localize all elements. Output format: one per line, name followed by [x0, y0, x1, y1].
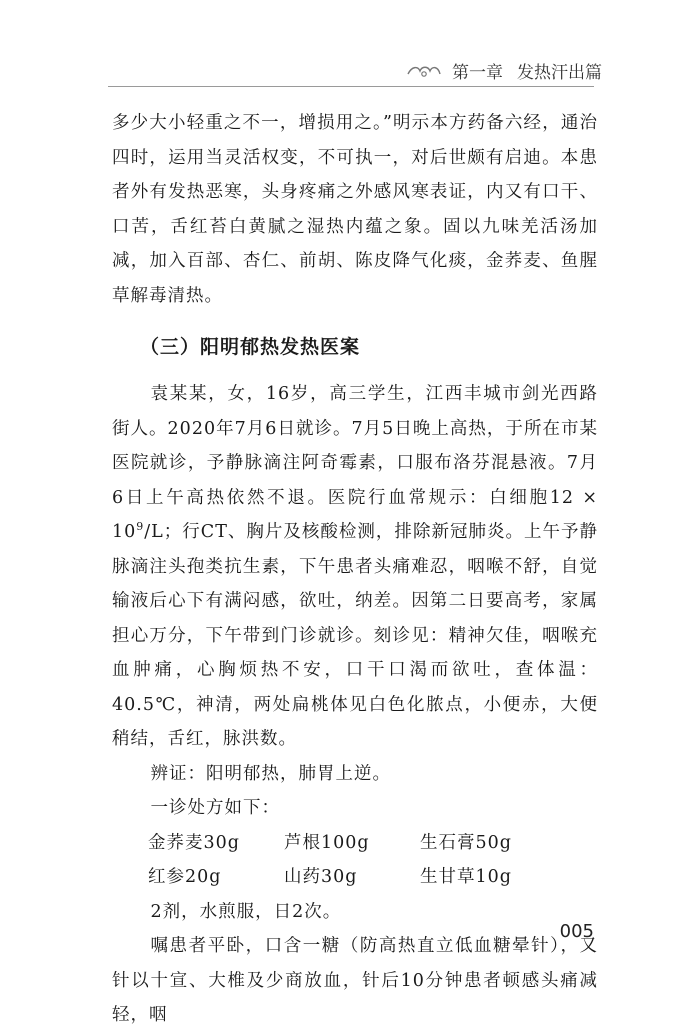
running-header — [406, 58, 602, 83]
chapter-label: 第一章 — [452, 63, 503, 83]
herb-item: 金荞麦30g — [148, 832, 240, 853]
chapter-title: 发热汗出篇 — [517, 63, 602, 83]
page-body — [112, 106, 598, 1033]
case-paragraph — [112, 377, 598, 757]
herb-item: 红参20g — [148, 867, 222, 887]
herb-item: 生甘草10g — [420, 867, 512, 887]
herb-item: 芦根100g — [284, 832, 370, 853]
case-superscript: 9 — [136, 520, 145, 534]
herb-item: 山药30g — [284, 867, 358, 887]
intro-paragraph: 多少大小轻重之不一，增损用之。”明示本方药备六经，通治四时，运用当灵活权变，不可执一，对后世颇有启迪。本患者外有发热恶寒，头身疼痛之外感风寒表证，内又有口干、口苦，舌红苔白黄腻之湿热内蕴之象。固以九味羌活汤加减，加入百部、杏仁、前胡、陈皮降气化痰，金荞麦、鱼腥草解毒清热。 — [112, 113, 598, 306]
prescription-row — [112, 860, 598, 895]
section-title: （三）阳明郁热发热医案 — [140, 336, 361, 358]
cloud-ornament-icon — [406, 62, 442, 80]
case-text-part1: 袁某某，女，16岁，高三学生，江西丰城市剑光西路街人。2020年7月6日就诊。7月5日晚上高热，于所在市某医院就诊，予静脉滴注阿奇霉素，口服布洛芬混悬液。7月6日上午高热依然不退。医院行血常规示：白细胞12 × 10 — [112, 384, 598, 542]
final-paragraph: 嘱患者平卧，口含一糖（防高热直立低血糖晕针），又针以十宣、大椎及少商放血，针后10分钟患者顿感头痛减轻，咽 — [112, 936, 598, 1025]
diagnosis-line: 辨证：阳明郁热，肺胃上逆。 — [150, 763, 391, 784]
herb-item: 生石膏50g — [420, 832, 512, 853]
page-number: 005 — [559, 921, 594, 942]
dosage-line: 2剂，水煎服，日2次。 — [150, 901, 342, 922]
prescription-row — [112, 826, 598, 861]
case-text-part2: /L；行CT、胸片及核酸检测，排除新冠肺炎。上午予静脉滴注头孢类抗生素，下午患者头痛难忍，咽喉不舒，自觉输液后心下有满闷感，欲吐，纳差。因第二日要高考，家属担心万分，下午带到门诊就诊。刻诊见：精神欠佳，咽喉充血肿痛，心胸烦热不安，口干口渴而欲吐，查体温：40.5℃，神清，两处扁桃体见白色化脓点，小便赤，大便稍结，舌红，脉洪数。 — [112, 522, 598, 749]
prescription-intro: 一诊处方如下： — [150, 798, 280, 818]
header-rule — [108, 86, 594, 87]
